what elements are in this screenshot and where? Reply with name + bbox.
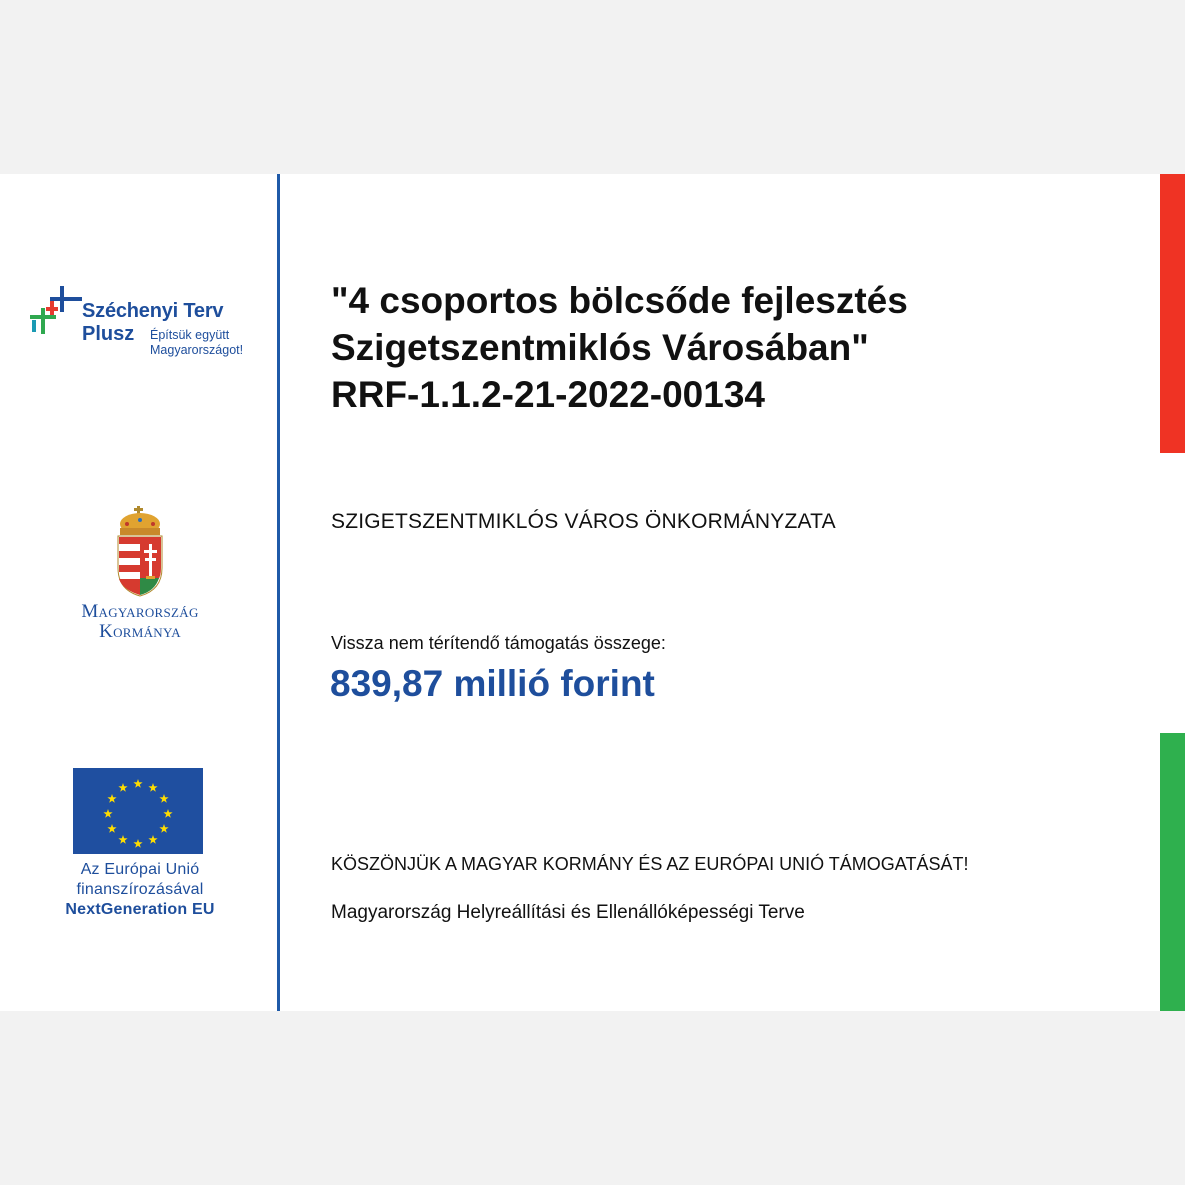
thanks-text: KÖSZÖNJÜK A MAGYAR KORMÁNY ÉS AZ EURÓPAI UNIÓ TÁMOGATÁSÁT!	[331, 854, 969, 874]
eu-caption-line3: NextGeneration EU	[65, 901, 215, 918]
hungarian-coat-of-arms-icon	[113, 506, 167, 598]
beneficiary-name: SZIGETSZENTMIKLÓS VÁROS ÖNKORMÁNYZATA	[331, 510, 836, 533]
eu-logo	[40, 768, 240, 928]
project-code: RRF-1.1.2-21-2022-00134	[331, 374, 765, 415]
info-board	[0, 174, 1185, 1011]
eu-caption-line2: finanszírozásával	[76, 881, 204, 898]
vertical-divider	[277, 174, 280, 1011]
eu-caption-line1: Az Európai Unió	[80, 861, 200, 878]
recovery-plan-text: Magyarország Helyreállítási és Ellenállóképességi Terve	[331, 902, 805, 923]
government-name-line1: Magyarország	[81, 601, 199, 622]
szechenyi-title: Széchenyi Terv	[82, 300, 224, 322]
funding-label: Vissza nem térítendő támogatás összege:	[331, 633, 666, 653]
szechenyi-plusz: Plusz	[82, 323, 135, 345]
szechenyi-cross-icon	[30, 286, 82, 338]
government-name	[60, 602, 220, 642]
szechenyi-slogan	[150, 328, 243, 358]
szechenyi-slogan-line2: Magyarországot!	[150, 343, 244, 357]
eu-flag-icon	[73, 768, 203, 854]
flag-stripe-green	[1160, 733, 1185, 1011]
eu-caption	[40, 860, 240, 920]
project-title-line1: "4 csoportos bölcsőde fejlesztés	[331, 280, 908, 321]
government-name-line2: Kormánya	[99, 621, 181, 642]
szechenyi-slogan-line1: Építsük együtt	[150, 328, 230, 342]
flag-stripe-red	[1160, 174, 1185, 453]
szechenyi-logo	[30, 286, 260, 376]
project-title	[331, 277, 1131, 418]
government-logo	[60, 506, 220, 646]
funding-amount: 839,87 millió forint	[330, 663, 655, 704]
project-title-line2: Szigetszentmiklós Városában"	[331, 327, 869, 368]
